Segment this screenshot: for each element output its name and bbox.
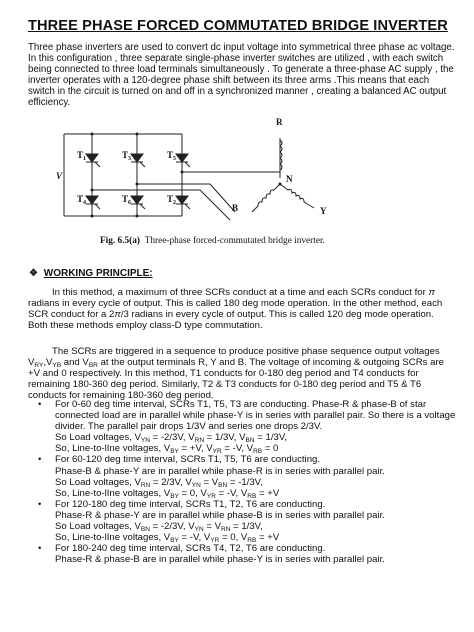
label-r: R <box>276 117 283 127</box>
label-y: Y <box>320 206 327 216</box>
paragraph-sequence: The SCRs are triggered in a sequence to produce positive phase sequence output voltages $V_{RY},V_{YB}$ and $V_{BR}$ at the output terminals R, Y and B. The voltage of incoming & outgoing SCRs are +V and 0 respectively. In this method, T1 conducts for 0-180 deg period and T4 conducts for remaining 180-360 deg period. Similarly, T2 & T3 conducts for 0-180 deg period and T5 & T6 conducts for remaining 180-360 deg period. <box>28 346 444 402</box>
paragraph-modes: In this method, a maximum of three SCRs conduct at a time and each SCRs conduct for π radians in every cycle of output. This is called 180 deg mode operation. In the other method, each SCR conduct for a 2π/3 radians in every cycle of output. This is called 120 deg mode operation. Both these methods employ class-D type commutation. <box>28 287 443 332</box>
scr-t6 <box>131 196 145 209</box>
diamond-bullet-icon: ❖ <box>29 268 38 279</box>
list-item: • For 120-180 deg time interval, SCRs T1, T2, T6 are conducting. Phase-R & phase-Y are in parallel while phase-B is in series with parallel pair. So Load voltages, $V_{BN} = -2/3V$, $V_{YN} = V_{RN} = 1/3V$, So, Line-to-lIne voltages, $V_{BY} = -V$, $V_{YR} = 0$, $V_{RB} = +V$ <box>36 499 458 543</box>
page-title: THREE PHASE FORCED COMMUTATED BRIDGE INVERTER <box>28 18 448 34</box>
scr-t5 <box>176 154 190 167</box>
scr-t4 <box>86 196 100 209</box>
label-t1: $T_1$ <box>77 150 87 162</box>
label-t4: $T_4$ <box>77 194 87 206</box>
interval-list <box>36 399 458 565</box>
label-t3: $T_3$ <box>122 150 132 162</box>
label-t2: $T_2$ <box>167 194 177 206</box>
section-heading: ❖ WORKING PRINCIPLE: <box>29 268 153 279</box>
label-v: V <box>56 171 63 181</box>
scr-t3 <box>131 154 145 167</box>
list-item: • For 0-60 deg time interval, SCRs T1, T5, T3 are conducting. Phase-R & phase-B of star connected load are in parallel while phase-Y is in series with parallel pair. So there is a voltage divider. The parallel pair drops 1/3V and series one drops 2/3V. So Load voltages, $V_{YN} = -2/3V$, $V_{RN} = 1/3V$, $V_{BN} = 1/3V$, So, Line-to-lIne voltages, $V_{BY} = +V$, $V_{YR} = -V$, $V_{RB} = 0$ <box>36 399 458 454</box>
figure-caption: Fig. 6.5(a) Three-phase forced-commutated bridge inverter. <box>100 236 325 246</box>
list-item: • For 180-240 deg time interval, SCRs T4, T2, T6 are conducting. Phase-R & phase-B are in parallel while phase-Y is in series with parallel pair. <box>36 543 458 565</box>
label-n: N <box>286 174 293 184</box>
label-b: B <box>232 203 239 213</box>
list-item: • For 60-120 deg time interval, SCRs T1, T5, T6 are conducting. Phase-B & phase-Y are in parallel while phase-R is in series with parallel pair. So Load voltages, $V_{RN} = 2/3V$, $V_{YN} = V_{BN} = -1/3V$, So, Line-to-lIne voltages, $V_{BY} = 0$, $V_{YR} = -V$, $V_{RB} = +V$ <box>36 454 458 498</box>
label-t5: $T_5$ <box>167 150 177 162</box>
label-t6: $T_6$ <box>122 194 132 206</box>
scr-t1 <box>86 154 100 167</box>
scr-t2 <box>176 196 190 209</box>
inverter-circuit-diagram <box>50 112 350 252</box>
intro-paragraph: Three phase inverters are used to convert dc input voltage into symmetrical three phase ac voltage. In this configuration , three separate single-phase inverter switches are utilized , with each switch being connected to three load terminals simultaneously . To generate a three-phase AC supply , the inverter operates with a 120-degree phase shift between its three arms .This means that each switch in the circuit is turned on and off in a synchronized manner , creating a balanced AC output efficiency. <box>28 42 455 109</box>
